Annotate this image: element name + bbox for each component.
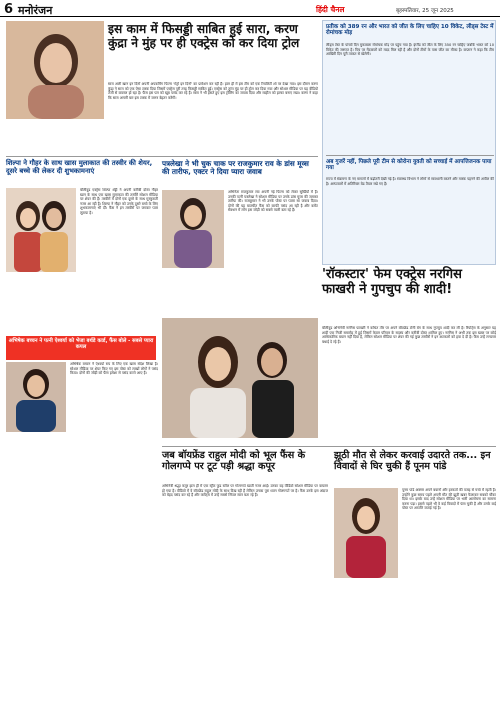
sidebar-headline-2: अब गुजरें नहीं, पिछले पूरी टीम से कोरोना युवती को सच्चाई में आपत्तिजनक पाया गया xyxy=(326,159,492,172)
rumor-headline: झूठी मौत से लेकर करवाई उदारते तक... इन विवादों से घिर चुकी हैं पूनम पांडे xyxy=(334,450,491,473)
patralekha-headline: पत्रलेखा ने भी चुक चाक पर राजकुमार राव के डांस मूव्स की तारीफ, एक्टर ने दिया प्यारा जवाब xyxy=(162,159,309,177)
sidebar-box xyxy=(322,20,496,265)
divider xyxy=(162,446,496,447)
issue-date: बृहस्पतिवार, 25 जून 2025 xyxy=(396,8,454,14)
lead-headline: इस काम में फिसड्डी साबित हुई सारा, करण कुंद्रा ने मुंह पर ही एक्ट्रेस को कर दिया ट्रोल xyxy=(108,22,300,51)
divider xyxy=(6,156,318,157)
page-number: 6 xyxy=(4,2,14,17)
pocket-photo xyxy=(6,362,66,432)
sidebar-headline: प्रतीक को 389 रन और भारत को जीत के लिए चाहिए 10 विकेट, लीड्स टेस्ट में रोमांचक मोड़ xyxy=(326,24,494,37)
divider xyxy=(326,155,494,156)
pocket-story-headline: अभिषेक बच्चन ने पत्नी ऐश्वर्या को भेजा बर्थडे कार्ड, फैंस बोले - सबसे प्यारा कपल xyxy=(6,336,156,360)
shraddha-body: अभिनेत्री श्रद्धा कपूर हाल ही में एक स्ट्रीट फूड स्टॉल पर गोलगप्पे खाती नजर आईं। उनका यह वीडियो सोशल मीडिया पर वायरल हो गया है। वीडियो में वे बॉयफ्रेंड राहुल मोदी के साथ दिख रही हैं लेकिन उनका पूरा ध्यान गोलगप्पों पर है। फैंस उनके इस अंदाज को बेहद पसंद कर रहे हैं और कमेंट्स में उन्हें सबसे सिंपल स्टार बता रहे हैं। xyxy=(162,484,328,498)
shilpa-body: बॉलीवुड एक्ट्रेस शिल्पा शेट्टी ने अपनी करीबी दोस्त गौहर खान के साथ एक खास मुलाकात की तस्वीरें सोशल मीडिया पर शेयर की हैं। तस्वीरों में दोनों एक दूसरे के साथ मुस्कुराती नजर आ रही हैं। शिल्पा ने गौहर को उनके दूसरे बच्चे के लिए शुभकामनाएं भी दीं। फैंस ने इन तस्वीरों पर जमकर प्यार लुटाया है। xyxy=(80,188,158,215)
patralekha-photo xyxy=(162,190,224,268)
sidebar-body: लीड्स टेस्ट के पांचवें दिन मुकाबला रोमांचक मोड़ पर पहुंच गया है। इंग्लैंड को जीत के लिए 350 रन चाहिए जबकि भारत को 10 विकेट की जरूरत है। पिच पर गेंदबाजों को मदद मिल रही है और दोनों टीमों के पास जीत का मौका है। कप्तान ने कहा कि टीम आखिरी दिन पूरी ताकत से खेलेगी। xyxy=(326,43,494,57)
shraddha-headline: जब बॉयफ्रेंड राहुल मोदी को भूल फैंस के गोलगप्पे पर टूट पड़ी श्रद्धा कपूर xyxy=(162,450,306,473)
pocket-body: अभिषेक बच्चन ने ऐश्वर्या राय के लिए एक खास संदेश लिखा है। सोशल मीडिया पर शेयर किए गए इस पोस्ट को लाखों लोगों ने पसंद किया। दोनों की जोड़ी को फैंस हमेशा से पसंद करते आए हैं। xyxy=(70,362,158,376)
rumor-photo xyxy=(334,488,398,578)
shilpa-photo xyxy=(6,188,76,272)
page-header xyxy=(0,0,500,17)
brand-logo: हिंदी चैनल xyxy=(316,5,345,14)
patralekha-body: अभिनेता राजकुमार राव अपनी नई फिल्म को लेकर सुर्खियों में हैं। उनकी पत्नी पत्रलेखा ने सोशल मीडिया पर उनके डांस मूव्स की जमकर तारीफ की। राजकुमार ने भी उनके पोस्ट पर प्यारा सा जवाब दिया। दोनों की यह बातचीत फैंस को काफी पसंद आ रही है और कमेंट सेक्शन में लोग इस जोड़ी को सबसे प्यारी बता रहे हैं। xyxy=(228,190,318,213)
shilpa-headline: शिल्पा ने गौहर के साथ खास मुलाकात की तस्वीर की शेयर, दूसरे बच्चे की लेकर दी शुभकामनाएं xyxy=(6,159,153,175)
lead-photo xyxy=(6,21,104,119)
lead-body: सारा अली खान इन दिनों अपनी अपकमिंग फिल्म 'मेट्रो इन दिनों' का प्रमोशन कर रही हैं। हाल ही में इस टीम को एक रियलिटी शो पर देखा गया। इस दौरान करण कुंद्रा ने सारा को एक ऐसा टास्क दिया जिसमें एक्ट्रेस पूरी तरह फिसड्डी साबित हुईं। एक्ट्रेस को तुरंत मुंह पर ही ट्रोल कर दिया गया और सोशल मीडिया पर यह वीडियो तेजी से वायरल हो रहा है। फैंस इस पल को खूब पसंद कर रहे हैं। सारा ने भी हंसते हुए इस ट्रोलिंग का जवाब दिया और माहौल को हल्का बनाए रखा। करण ने कहा कि सारा अगली बार इस टास्क में जरूर बेहतर करेंगी। xyxy=(108,82,318,100)
rumor-body: पूनम पांडे अक्सर अपने बयानों और हरकतों की वजह से चर्चा में रहती हैं। उन्होंने कुछ समय पहले अपनी मौत की झूठी खबर फैलाकर सबको चौंका दिया था। इसके बाद उन्हें सोशल मीडिया पर भारी आलोचना का सामना करना पड़ा। इससे पहले भी वे कई विवादों में फंस चुकी हैं और उनके कई पोस्ट पर आपत्ति जताई गई है। xyxy=(402,488,496,511)
section-title: मनोरंजन xyxy=(18,4,53,17)
nargis-body: बॉलीवुड अभिनेत्री नरगिस फाखरी ने कथित तौर पर अपने बॉयफ्रेंड टोनी बेग के साथ गुपचुप शादी कर ली है। रिपोर्ट्स के अनुसार यह शादी एक निजी समारोह में हुई जिसमें केवल परिवार के सदस्य और करीबी दोस्त शामिल हुए। नरगिस ने अभी तक इस खबर पर कोई आधिकारिक बयान नहीं दिया है, लेकिन सोशल मीडिया पर शेयर की गई कुछ तस्वीरों ने इन अटकलों को हवा दे दी है। फैंस उन्हें लगातार बधाई दे रहे हैं। xyxy=(322,326,496,344)
nargis-photo xyxy=(162,318,318,438)
nargis-headline: 'रॉकस्टार' फेम एक्ट्रेस नरगिस फाखरी ने गुपचुप की शादी! xyxy=(322,267,462,297)
sidebar-body-2: राज्य में संक्रमण के नए मामलों में बढ़ोतरी देखी गई है। स्वास्थ्य विभाग ने लोगों से सावधानी बरतने और मास्क पहनने की अपील की है। अस्पतालों में अतिरिक्त बेड तैयार रखे गए हैं। xyxy=(326,177,494,186)
